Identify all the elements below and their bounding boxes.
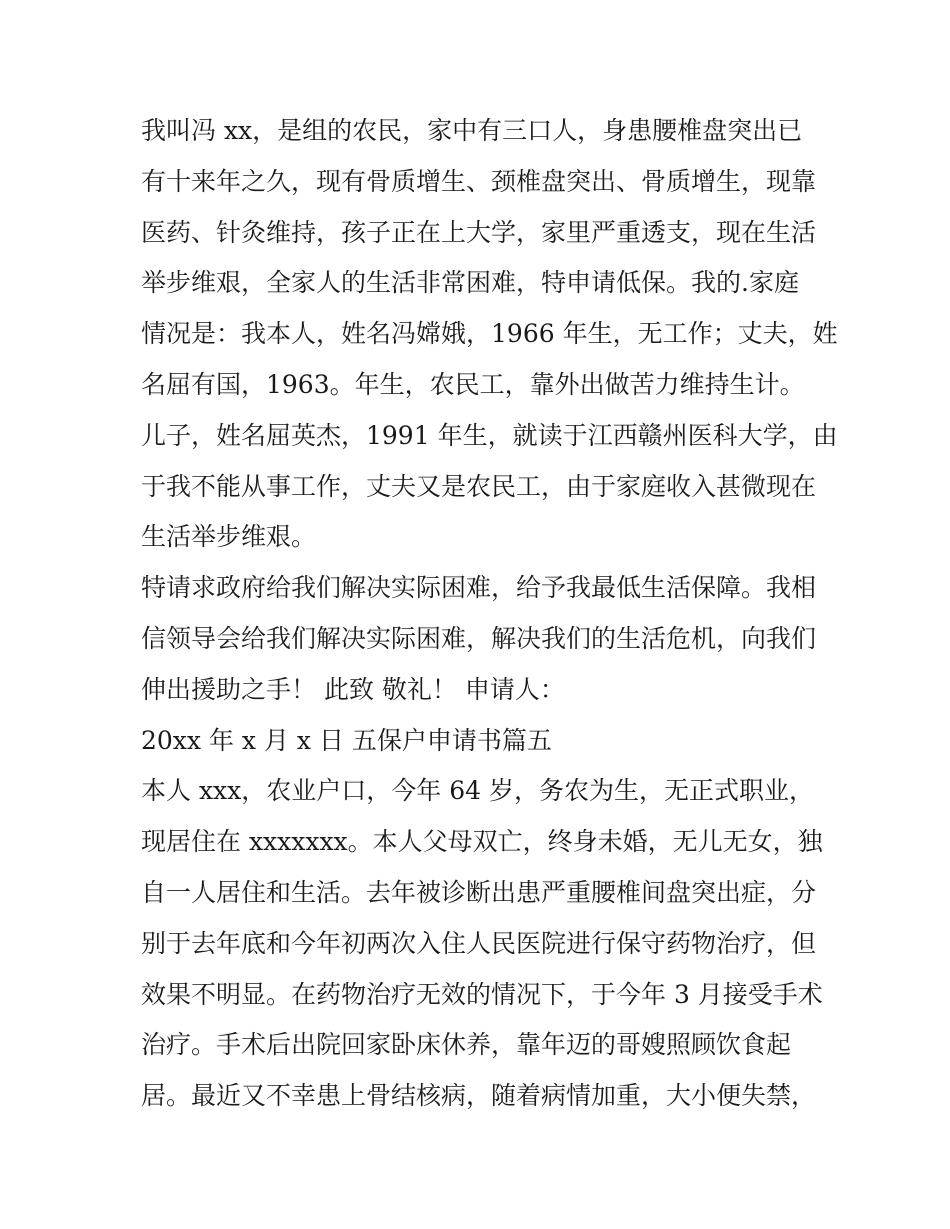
text-line: 有十来年之久，现有骨质增生、颈椎盘突出、骨质增生，现靠 — [141, 166, 817, 196]
text-line: 举步维艰，全家人的生活非常困难，特申请低保。我的.家庭 — [141, 268, 799, 298]
text-line: 现居住在 xxxxxxx。本人父母双亡，终身未婚，无儿无女，独 — [141, 827, 823, 857]
text-line: 信领导会给我们解决实际困难，解决我们的生活危机，向我们 — [141, 623, 817, 653]
text-line: 治疗。手术后出院回家卧床休养，靠年迈的哥嫂照顾饮食起 — [141, 1030, 792, 1060]
text-line: 效果不明显。在药物治疗无效的情况下，于今年 3 月接受手术 — [141, 979, 823, 1009]
text-line: 于我不能从事工作，丈夫又是农民工，由于家庭收入甚微现在 — [141, 471, 817, 501]
text-line: 特请求政府给我们解决实际困难，给予我最低生活保障。我相 — [141, 573, 817, 603]
text-line: 本人 xxx，农业户口，今年 64 岁，务农为生，无正式职业， — [141, 776, 814, 806]
document-body-text — [141, 106, 841, 1122]
text-line: 我叫冯 xx，是组的农民，家中有三口人，身患腰椎盘突出已 — [141, 116, 803, 145]
text-line: 生活举步维艰。 — [141, 522, 317, 552]
text-line: 情况是：我本人，姓名冯嫦娥，1966 年生，无工作；丈夫，姓 — [141, 319, 838, 349]
text-line: 别于去年底和今年初两次入住人民医院进行保守药物治疗，但 — [141, 928, 817, 958]
text-line: 儿子，姓名屈英杰，1991 年生，就读于江西赣州医科大学，由 — [141, 420, 838, 450]
text-line: 自一人居住和生活。去年被诊断出患严重腰椎间盘突出症，分 — [141, 877, 817, 907]
section-heading: 20xx 年 x 月 x 日 五保户申请书篇五 — [141, 725, 552, 755]
text-line: 医药、针灸维持，孩子正在上大学，家里严重透支，现在生活 — [141, 217, 817, 247]
text-line: 居。最近又不幸患上骨结核病，随着病情加重，大小便失禁， — [141, 1081, 817, 1111]
text-line: 伸出援助之手！ 此致 敬礼！ 申请人： — [141, 674, 565, 704]
text-line: 名屈有国，1963。年生，农民工，靠外出做苦力维持生计。 — [141, 369, 805, 399]
